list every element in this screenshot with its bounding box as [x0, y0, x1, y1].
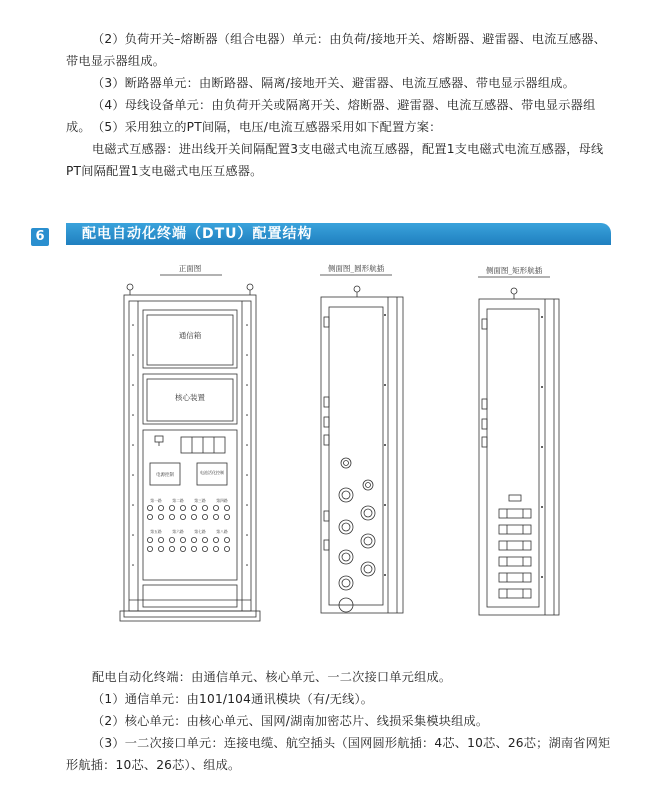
side-view-round [320, 263, 403, 613]
side-round-label: 侧面图_圆形航插 [327, 264, 385, 273]
switch-label-7: 第七路 [194, 529, 206, 534]
section-title: 配电自动化终端（DTU）配置结构 [82, 226, 313, 242]
battery-control-label: 电池活化控制 [200, 470, 224, 475]
section-number-badge: 6 [31, 228, 49, 246]
switch-label-6: 第六路 [172, 529, 184, 534]
intro-paragraph-transformer: 电磁式互感器：进出线开关间隔配置3支电磁式电流互感器，配置1支电磁式电流互感器，母线PT间隔配置1支电磁式电压互感器。 [66, 142, 604, 178]
summary-core-unit: （2）核心单元：由核心单元、国网/湖南加密芯片、线损采集模块组成。 [92, 714, 489, 728]
side-view-rect [478, 265, 559, 615]
comm-box-label: 通信箱 [178, 331, 202, 340]
switch-label-8: 第八路 [216, 529, 228, 534]
core-device-label: 核心装置 [175, 393, 205, 402]
power-control-label: 电源控制 [156, 473, 174, 478]
switch-label-5: 第五路 [150, 529, 162, 534]
intro-paragraph-3: （3）断路器单元：由断路器、隔离/接地开关、避雷器、电流互感器、带电显示器组成。 [92, 76, 575, 90]
summary-comm-unit: （1）通信单元：由101/104通讯模块（有/无线）。 [92, 692, 374, 706]
intro-paragraph-5: （5）采用独立的PT间隔，电压/电流互感器采用如下配置方案： [92, 120, 442, 134]
front-view [120, 264, 260, 621]
switch-label-4: 第四路 [216, 498, 228, 503]
switch-label-1: 第一路 [150, 498, 162, 503]
switch-label-2: 第二路 [172, 498, 184, 503]
side-rect-label: 侧面图_矩形航插 [485, 266, 543, 275]
summary-intro: 配电自动化终端：由通信单元、核心单元、一二次接口单元组成。 [92, 670, 452, 684]
front-view-label: 正面图 [178, 264, 202, 273]
intro-paragraph-4: （4）母线设备单元：由负荷开关或隔离开关、熔断器、避雷器、电流互感器、带电显示器组成。 [66, 98, 596, 134]
dtu-drawing [0, 255, 645, 645]
summary-interface-unit: （3）一二次接口单元：连接电缆、航空插头（国网圆形航插：4芯、10芯、26芯；湖南省网矩形航插：10芯、26芯）、组成。 [66, 736, 611, 772]
intro-paragraph-2: （2）负荷开关–熔断器（组合电器）单元：由负荷/接地开关、熔断器、避雷器、电流互感器、带电显示器组成。 [66, 32, 607, 68]
switch-label-3: 第三路 [194, 498, 206, 503]
